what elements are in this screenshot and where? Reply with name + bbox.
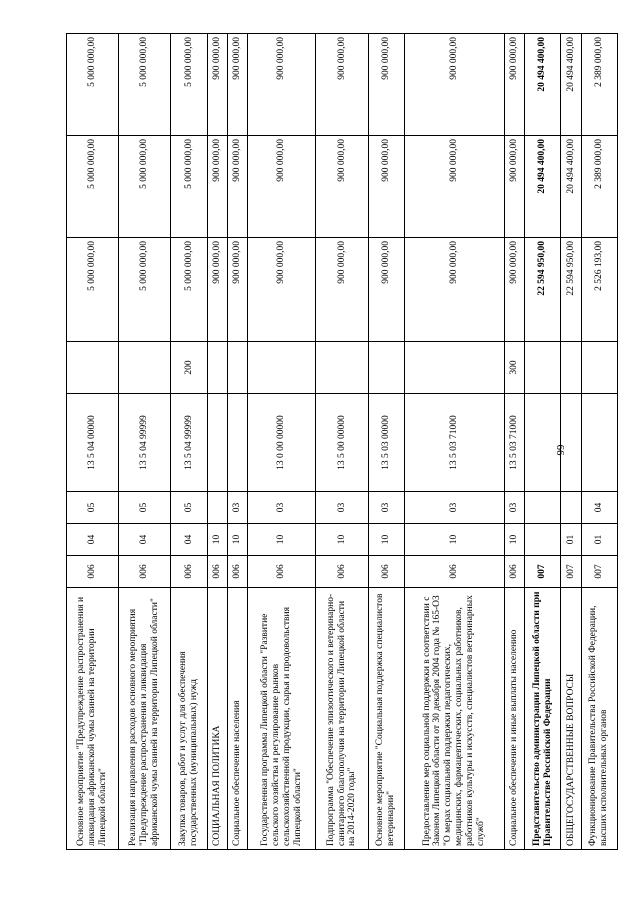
table-row (504, 34, 524, 850)
amount-2: 2 389 000,00 (581, 136, 617, 238)
table-row (368, 34, 404, 850)
amount-1: 900 000,00 (207, 238, 227, 342)
amount-1: 900 000,00 (504, 238, 524, 342)
amount-2: 20 494 400,00 (525, 136, 561, 238)
amount-1: 900 000,00 (368, 238, 404, 342)
amount-3: 20 494 400,00 (525, 34, 561, 136)
row-name: Функционирование Правительства Российской Федерации, высших исполнительных органов (581, 588, 617, 850)
amount-3: 900 000,00 (227, 34, 247, 136)
amount-1: 2 526 193,00 (581, 238, 617, 342)
vr-code: 300 (504, 342, 524, 394)
amount-3: 900 000,00 (207, 34, 227, 136)
amount-3: 5 000 000,00 (67, 34, 119, 136)
amount-1: 22 594 950,00 (561, 238, 581, 342)
rz-code: 10 (316, 524, 368, 556)
budget-table-body (67, 34, 618, 850)
gr-code: 006 (504, 556, 524, 588)
row-name: Закупка товаров, работ и услуг для обеспечения государственных (муниципальных) нужд (171, 588, 207, 850)
amount-2: 5 000 000,00 (119, 136, 171, 238)
rz-code: 04 (67, 524, 119, 556)
amount-3: 2 389 000,00 (581, 34, 617, 136)
vr-code (119, 342, 171, 394)
row-name: Государственная программа Липецкой области "Развитие сельского хозяйства и регулирование рынков сельскохозяйственной продукции, сырья и продовольствия Липецкой области" (248, 588, 316, 850)
cs-code: 13 5 04 99999 (171, 394, 207, 492)
table-row (581, 34, 617, 850)
amount-3: 900 000,00 (248, 34, 316, 136)
vr-code (368, 342, 404, 394)
pr-code (207, 492, 227, 524)
gr-code: 006 (248, 556, 316, 588)
amount-1: 5 000 000,00 (171, 238, 207, 342)
table-row (404, 34, 504, 850)
rz-code: 10 (504, 524, 524, 556)
rz-code: 04 (119, 524, 171, 556)
pr-code: 03 (227, 492, 247, 524)
pr-code (561, 492, 581, 524)
cs-code: 13 5 03 71000 (504, 394, 524, 492)
pr-code: 05 (67, 492, 119, 524)
vr-code (581, 342, 617, 394)
cs-code (581, 394, 617, 492)
vr-code (248, 342, 316, 394)
pr-code: 04 (581, 492, 617, 524)
amount-2: 900 000,00 (227, 136, 247, 238)
amount-2: 900 000,00 (404, 136, 504, 238)
gr-code: 006 (171, 556, 207, 588)
pr-code: 03 (316, 492, 368, 524)
vr-code (227, 342, 247, 394)
rz-code: 04 (171, 524, 207, 556)
amount-1: 900 000,00 (248, 238, 316, 342)
amount-2: 5 000 000,00 (171, 136, 207, 238)
gr-code: 006 (67, 556, 119, 588)
vr-code (316, 342, 368, 394)
rz-code: 10 (248, 524, 316, 556)
gr-code: 007 (581, 556, 617, 588)
budget-table (66, 33, 618, 850)
table-row (316, 34, 368, 850)
vr-code (207, 342, 227, 394)
cs-code: 13 5 00 00000 (316, 394, 368, 492)
pr-code: 03 (404, 492, 504, 524)
amount-3: 5 000 000,00 (119, 34, 171, 136)
gr-code: 006 (316, 556, 368, 588)
amount-2: 900 000,00 (207, 136, 227, 238)
rz-code: 10 (404, 524, 504, 556)
amount-3: 900 000,00 (316, 34, 368, 136)
page-number: 66 (554, 444, 566, 456)
gr-code: 006 (119, 556, 171, 588)
gr-code: 006 (368, 556, 404, 588)
table-row (561, 34, 581, 850)
amount-1: 5 000 000,00 (119, 238, 171, 342)
amount-2: 900 000,00 (316, 136, 368, 238)
cs-code (561, 394, 581, 492)
gr-code: 007 (561, 556, 581, 588)
gr-code: 006 (207, 556, 227, 588)
table-row (67, 34, 119, 850)
amount-3: 900 000,00 (368, 34, 404, 136)
amount-1: 5 000 000,00 (67, 238, 119, 342)
row-name: Основное мероприятие "Предупреждение распространения и ликвидация африканской чумы свиней на территории Липецкой области" (67, 588, 119, 850)
gr-code: 007 (525, 556, 561, 588)
gr-code: 006 (227, 556, 247, 588)
pr-code: 05 (119, 492, 171, 524)
row-name: Реализация направления расходов основного мероприятия "Предупреждение распространения и ликвидация африканской чумы свиней на территории Липецкой области" (119, 588, 171, 850)
amount-2: 900 000,00 (248, 136, 316, 238)
cs-code (525, 394, 561, 492)
pr-code: 03 (368, 492, 404, 524)
table-row (525, 34, 561, 850)
pr-code: 03 (504, 492, 524, 524)
cs-code: 13 5 04 00000 (67, 394, 119, 492)
table-row (207, 34, 227, 850)
pr-code: 03 (248, 492, 316, 524)
rz-code: 10 (207, 524, 227, 556)
gr-code: 006 (404, 556, 504, 588)
amount-1: 900 000,00 (227, 238, 247, 342)
rz-code: 01 (561, 524, 581, 556)
cs-code: 13 0 00 00000 (248, 394, 316, 492)
cs-code: 13 5 03 00000 (368, 394, 404, 492)
pr-code: 05 (171, 492, 207, 524)
table-row (119, 34, 171, 850)
vr-code (561, 342, 581, 394)
row-name: СОЦИАЛЬНАЯ ПОЛИТИКА (207, 588, 227, 850)
cs-code: 13 5 03 71000 (404, 394, 504, 492)
rotated-page (66, 34, 618, 850)
row-name: Подпрограмма "Обеспечение эпизоотического и ветеринарно-санитарного благополучия на территории Липецкой области на 2014-2020 годы" (316, 588, 368, 850)
cs-code (207, 394, 227, 492)
rz-code (525, 524, 561, 556)
amount-3: 20 494 400,00 (561, 34, 581, 136)
vr-code: 200 (171, 342, 207, 394)
amount-2: 5 000 000,00 (67, 136, 119, 238)
amount-1: 900 000,00 (316, 238, 368, 342)
row-name: ОБЩЕГОСУДАРСТВЕННЫЕ ВОПРОСЫ (561, 588, 581, 850)
amount-3: 900 000,00 (504, 34, 524, 136)
rz-code: 10 (227, 524, 247, 556)
amount-3: 900 000,00 (404, 34, 504, 136)
table-row (248, 34, 316, 850)
cs-code (227, 394, 247, 492)
pr-code (525, 492, 561, 524)
vr-code (404, 342, 504, 394)
table-row (171, 34, 207, 850)
row-name: Основное мероприятие "Социальная поддержка специалистов ветеринарии" (368, 588, 404, 850)
amount-2: 900 000,00 (368, 136, 404, 238)
vr-code (525, 342, 561, 394)
row-name: Предоставление мер социальной поддержки в соответствии с Законом Липецкой области от 30 декабря 2004 года № 165-ОЗ "О мерах социальной поддержки педагогических, медицинских, фармацевтических, социальных работников, работников культуры и искусств, специалистов ветеринарных служб" (404, 588, 504, 850)
row-name: Представительство администрации Липецкой области при Правительстве Российской Федерации (525, 588, 561, 850)
amount-1: 900 000,00 (404, 238, 504, 342)
rz-code: 10 (368, 524, 404, 556)
row-name: Социальное обеспечение населения (227, 588, 247, 850)
vr-code (67, 342, 119, 394)
cs-code: 13 5 04 99999 (119, 394, 171, 492)
amount-3: 5 000 000,00 (171, 34, 207, 136)
amount-2: 900 000,00 (504, 136, 524, 238)
table-row (227, 34, 247, 850)
amount-1: 22 594 950,00 (525, 238, 561, 342)
rz-code: 01 (581, 524, 617, 556)
amount-2: 20 494 400,00 (561, 136, 581, 238)
row-name: Социальное обеспечение и иные выплаты населению (504, 588, 524, 850)
